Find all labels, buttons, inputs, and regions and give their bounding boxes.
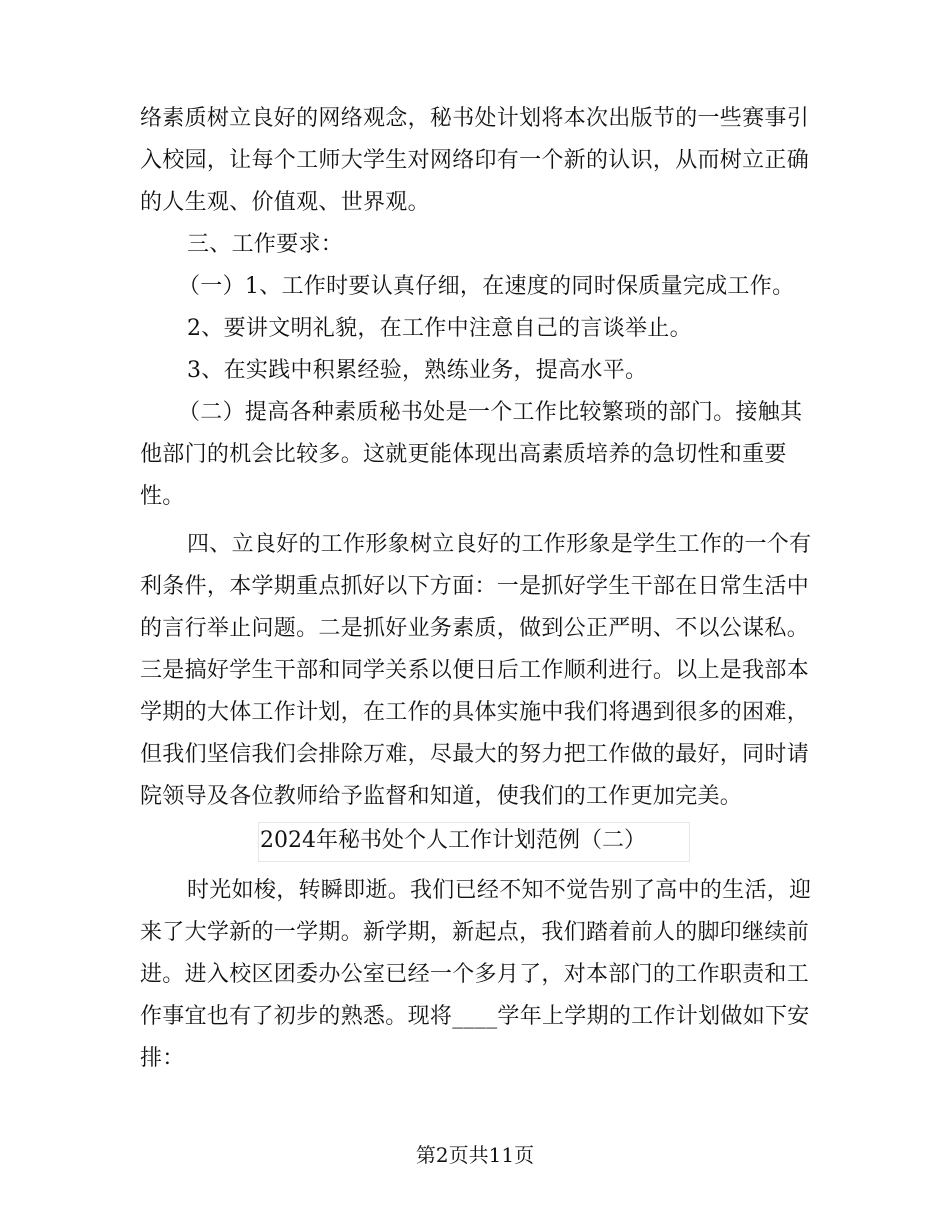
paragraph-line: 性。 [140, 484, 185, 509]
paragraph-line: 他部门的机会比较多。这就更能体现出高素质培养的急切性和重要 [140, 442, 787, 467]
paragraph-line: 来了大学新的一学期。新学期，新起点，我们踏着前人的脚印继续前 [140, 920, 810, 945]
paragraph-line: 院领导及各位教师给予监督和知道，使我们的工作更加完美。 [140, 784, 743, 809]
paragraph-line: 络素质树立良好的网络观念，秘书处计划将本次出版节的一些赛事引 [140, 106, 810, 131]
list-item: 2、要讲文明礼貌，在工作中注意自己的言谈举止。 [187, 316, 692, 341]
paragraph-line: 的言行举止问题。二是抓好业务素质，做到公正严明、不以公谋私。 [140, 616, 810, 641]
paragraph-line: 四、立良好的工作形象树立良好的工作形象是学生工作的一个有 [187, 532, 812, 557]
document-heading: 2024年秘书处个人工作计划范例（二） [260, 828, 646, 853]
list-item: （一）1、工作时要认真仔细，在速度的同时保质量完成工作。 [178, 274, 795, 299]
paragraph-line: 时光如梭，转瞬即逝。我们已经不知不觉告别了高中的生活，迎 [187, 878, 812, 903]
list-item: 3、在实践中积累经验，熟练业务，提高水平。 [187, 358, 648, 383]
paragraph-line: 入校园，让每个工师大学生对网络印有一个新的认识，从而树立正确 [140, 148, 810, 173]
paragraph-line: 排： [140, 1046, 185, 1071]
paragraph-line: 但我们坚信我们会排除万难，尽最大的努力把工作做的最好，同时请 [140, 742, 810, 767]
paragraph-line: 利条件，本学期重点抓好以下方面：一是抓好学生干部在日常生活中 [140, 574, 810, 599]
page-number: 第2页共11页 [415, 1143, 535, 1167]
paragraph-line: 作事宜也有了初步的熟悉。现将____学年上学期的工作计划做如下安 [140, 1004, 810, 1029]
paragraph-line: 三是搞好学生干部和同学关系以便日后工作顺利进行。以上是我部本 [140, 658, 810, 683]
paragraph-line: 学期的大体工作计划，在工作的具体实施中我们将遇到很多的困难， [140, 700, 810, 725]
paragraph-line: （二）提高各种素质秘书处是一个工作比较繁琐的部门。接触其 [178, 400, 803, 425]
paragraph-line: 进。进入校区团委办公室已经一个多月了，对本部门的工作职责和工 [140, 962, 810, 987]
section-heading: 三、工作要求： [187, 232, 344, 257]
paragraph-line: 的人生观、价值观、世界观。 [140, 190, 430, 215]
